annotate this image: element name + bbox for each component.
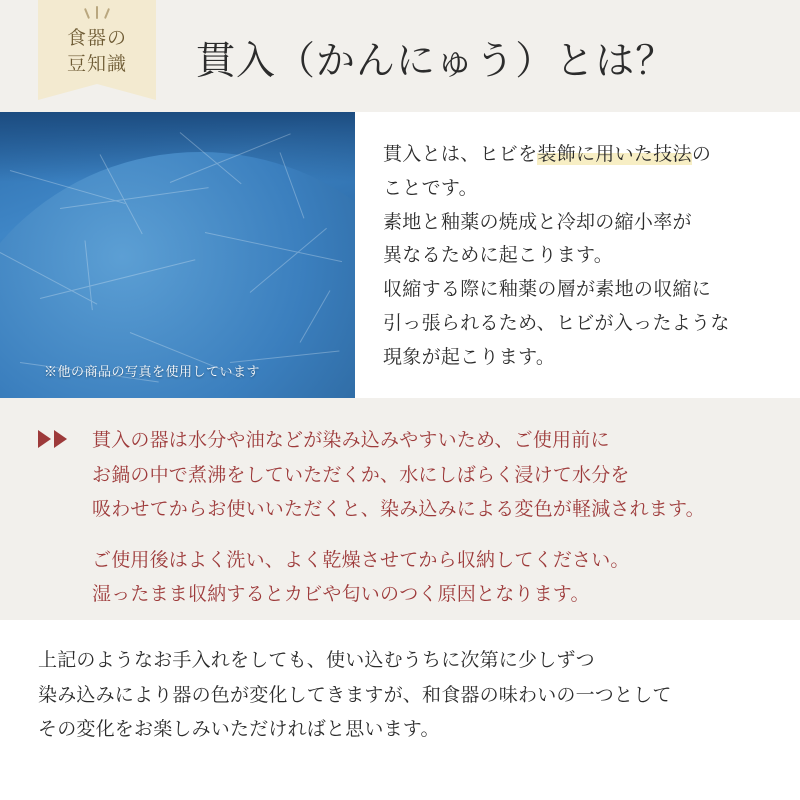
desc-line-1-highlight: 装飾に用いた技法 — [537, 144, 692, 165]
header — [0, 0, 800, 112]
description-paragraph — [383, 138, 770, 375]
desc-line-3: 素地と釉薬の焼成と冷却の縮小率が — [383, 211, 692, 233]
arrow-2 — [54, 430, 67, 448]
footer-line-2: 染み込みにより器の色が変化してきますが、和食器の味わいの一つとして — [38, 684, 672, 706]
sparkle-ray-center — [96, 6, 98, 19]
note-line: 湿ったまま収納するとカビや匂いのつく原因となります。 — [92, 584, 590, 606]
note-line: お鍋の中で煮沸をしていただくか、水にしばらく浸けて水分を — [92, 464, 630, 486]
crackle-pattern — [0, 112, 355, 398]
hero-section — [0, 112, 800, 398]
sparkle-ray-left — [84, 8, 90, 19]
sparkle-icon — [82, 6, 112, 24]
description-block — [355, 112, 800, 398]
notes-section — [0, 398, 800, 620]
ceramic-bowl-crackle-photo — [0, 112, 355, 398]
note-line: ご使用後はよく洗い、よく乾燥させてから収納してください。 — [92, 549, 630, 571]
desc-line-6: 引っ張られるため、ヒビが入ったような — [383, 313, 730, 335]
badge-line-1: 食器の — [66, 28, 127, 49]
note-line: 貫入の器は水分や油などが染み込みやすいため、ご使用前に — [92, 430, 610, 451]
footer-section — [0, 620, 800, 748]
desc-line-7: 現象が起こります。 — [383, 346, 556, 368]
badge-ribbon — [38, 0, 156, 100]
desc-line-5: 収縮する際に釉薬の層が素地の収縮に — [383, 279, 712, 301]
note-line: 吸わせてからお使いいただくと、染み込みによる変色が軽減されます。 — [92, 499, 705, 521]
footer-paragraph — [38, 644, 758, 748]
desc-line-1-pre: 貫入とは、ヒビを — [383, 144, 538, 165]
sparkle-ray-right — [104, 8, 110, 19]
page-title: 貫入（かんにゅう）とは？ — [196, 40, 676, 83]
footer-line-1: 上記のようなお手入れをしても、使い込むうちに次第に少しずつ — [38, 650, 595, 671]
note-block-usage — [44, 424, 756, 528]
arrow-1 — [38, 430, 51, 448]
badge-text — [38, 26, 156, 77]
double-arrow-icon — [38, 430, 67, 448]
footer-line-3: その変化をお楽しみいただければと思います。 — [38, 719, 440, 741]
desc-line-4: 異なるために起こります。 — [383, 245, 614, 267]
badge-line-2: 豆知識 — [66, 53, 127, 75]
desc-line-2: ことです。 — [383, 177, 478, 199]
note-block-care — [44, 544, 756, 613]
photo-caption: ※他の商品の写真を使用しています — [44, 364, 261, 379]
desc-line-1-post: の — [691, 144, 712, 165]
